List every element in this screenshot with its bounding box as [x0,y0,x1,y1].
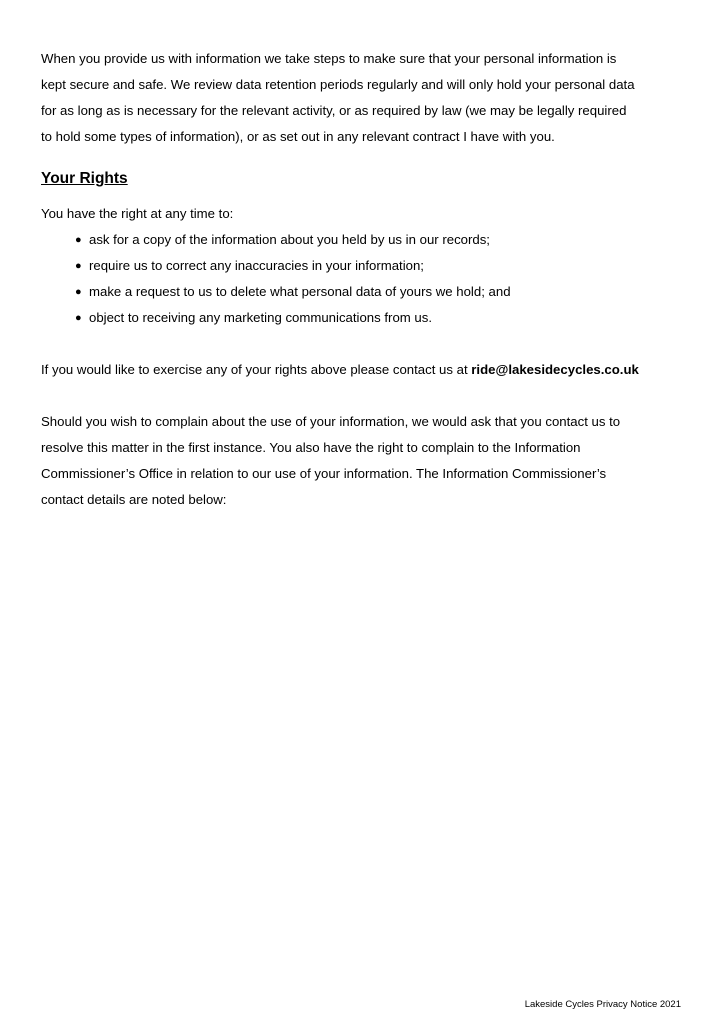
list-item-label: require us to correct any inaccuracies in your information; [89,258,424,273]
spacer [41,383,639,409]
paragraph-contact [41,357,639,383]
spacer [41,150,639,169]
rights-list [41,227,639,331]
paragraph-complaint: Should you wish to complain about the use of your information, we would ask that you contact us to resolve this matter in the first instance. You also have the right to complain to the Information Commissioner’s Office in relation to our use of your information. The Information Commissioner’s contact details are noted below: [41,414,621,507]
list-item-label: ask for a copy of the information about you held by us in our records; [89,232,490,247]
list-item [41,227,639,253]
contact-text: If you would like to exercise any of your rights above please contact us at [41,362,472,377]
spacer [41,331,639,357]
paragraph-rights-intro: You have the right at any time to: [41,206,234,221]
page-title: Your Rights [41,170,128,187]
contact-email-link[interactable]: ride@lakesidecycles.co.uk [471,362,639,377]
page-footer: Lakeside Cycles Privacy Notice 2021 [524,999,681,1010]
bullet-icon: ● [75,312,82,324]
list-item-label: make a request to us to delete what personal data of yours we hold; and [89,284,511,299]
document-body [41,46,639,513]
list-item [41,253,639,279]
list-item [41,305,639,331]
bullet-icon: ● [75,286,82,298]
list-item-label: object to receiving any marketing communications from us. [89,310,433,325]
bullet-icon: ● [75,260,82,272]
spacer [41,189,639,201]
bullet-icon: ● [75,234,82,246]
list-item [41,279,639,305]
paragraph-intro: When you provide us with information we take steps to make sure that your personal information is kept secure and safe. We review data retention periods regularly and will only hold your personal data for as long as is necessary for the relevant activity, or as required by law (we may be legally required to hold some types of information), or as set out in any relevant contract I have with you. [41,51,635,144]
